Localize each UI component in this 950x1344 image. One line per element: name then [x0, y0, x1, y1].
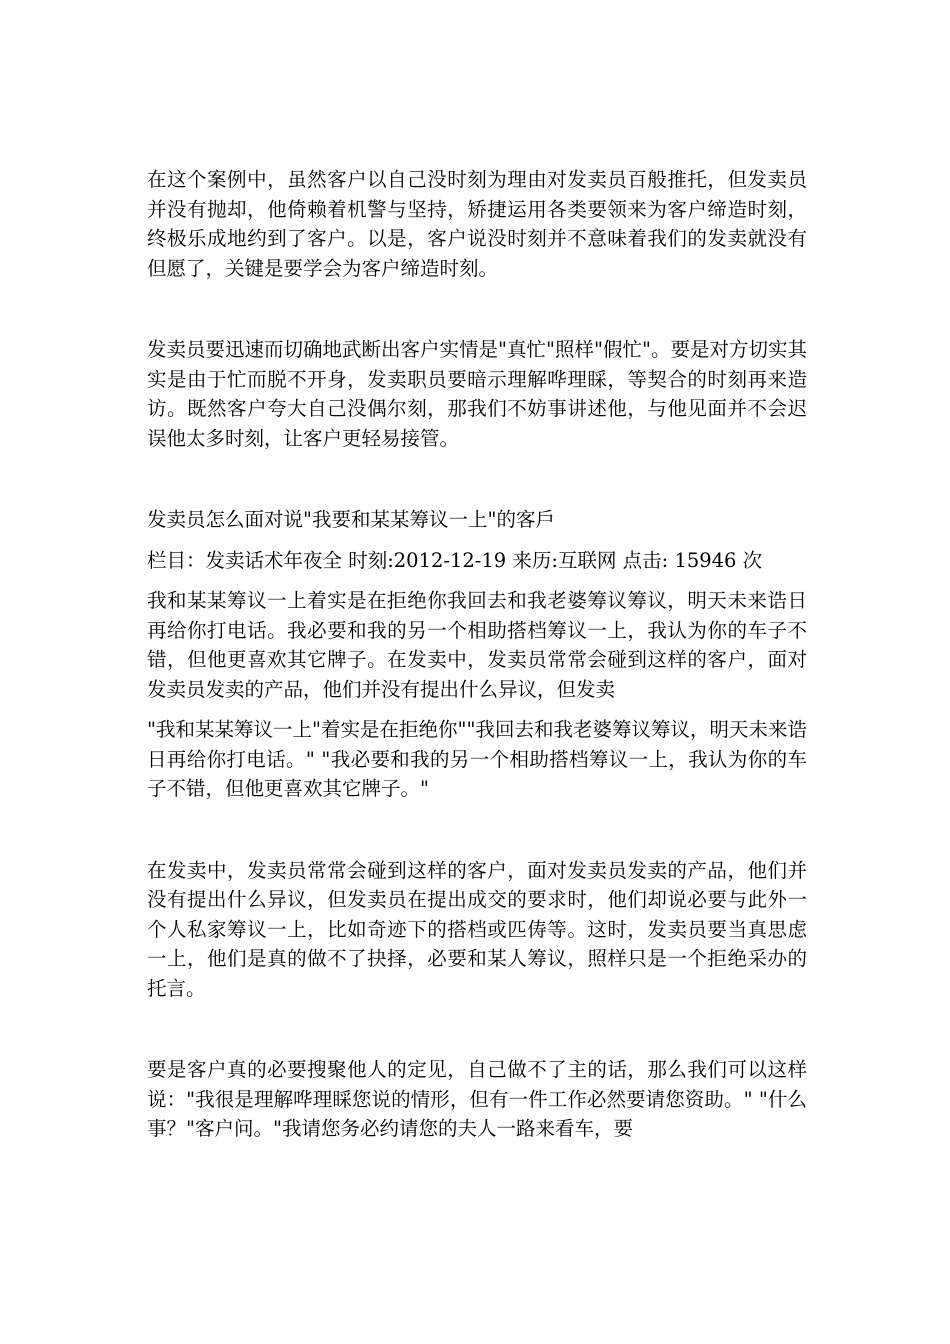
paragraph-case-summary: 在这个案例中，虽然客户以自己没时刻为理由对发卖员百般推托，但发卖员并没有抛却，他倚赖着机警与坚持，矫捷运用各类要领来为客户缔造时刻，终极乐成地约到了客户。以是，客户说没时刻并不意味着我们的发卖就没有但愿了，关键是要学会为客户缔造时刻。 — [147, 168, 807, 280]
article-meta: 栏目：发卖话术年夜全 时刻:2012-12-19 来历:互联网 点击: 15946 次 — [147, 548, 763, 572]
document-body — [147, 165, 807, 1144]
paragraph-response: 要是客户真的必要搜聚他人的定见，自己做不了主的话，那么我们可以这样说："我很是理解哗理睬您说的情形，但有一件工作必然要请您资助。" "什么事？"客户问。"我请您务必约请您的夫人一路来看车，要 — [147, 1058, 807, 1140]
paragraph-quotes: "我和某某筹议一上"着实是在拒绝你""我回去和我老婆筹议筹议，明天未来诰日再给你打电话。" "我必要和我的另一个相助搭档筹议一上，我认为你的车子不错，但他更喜欢其它牌子。" — [147, 718, 807, 800]
paragraph-intro: 我和某某筹议一上着实是在拒绝你我回去和我老婆筹议筹议，明天未来诰日再给你打电话。我必要和我的另一个相助搭档筹议一上，我认为你的车子不错，但他更喜欢其它牌子。在发卖中，发卖员常常会碰到这样的客户，面对发卖员发卖的产品，他们并没有提出什么异议，但发卖 — [147, 589, 807, 701]
paragraph-sales-situation: 在发卖中，发卖员常常会碰到这样的客户，面对发卖员发卖的产品，他们并没有提出什么异议，但发卖员在提出成交的要求时，他们却说必要与此外一个人私家筹议一上，比如奇迹下的搭档或匹俦等。这时，发卖员要当真思虑一上，他们是真的做不了抉择，必要和某人筹议，照样只是一个拒绝采办的托言。 — [147, 858, 807, 1000]
paragraph-busy-customer: 发卖员要迅速而切确地武断出客户实情是"真忙"照样"假忙"。要是对方切实其实是由于忙而脱不开身，发卖职员要暗示理解哗理睬，等契合的时刻再来造访。既然客户夸大自己没偶尔刻，那我们不妨事讲述他，与他见面并不会迟误他太多时刻，让客户更轻易接管。 — [147, 338, 807, 450]
article-title: 发卖员怎么面对说"我要和某某筹议一上"的客戶 — [147, 508, 555, 531]
